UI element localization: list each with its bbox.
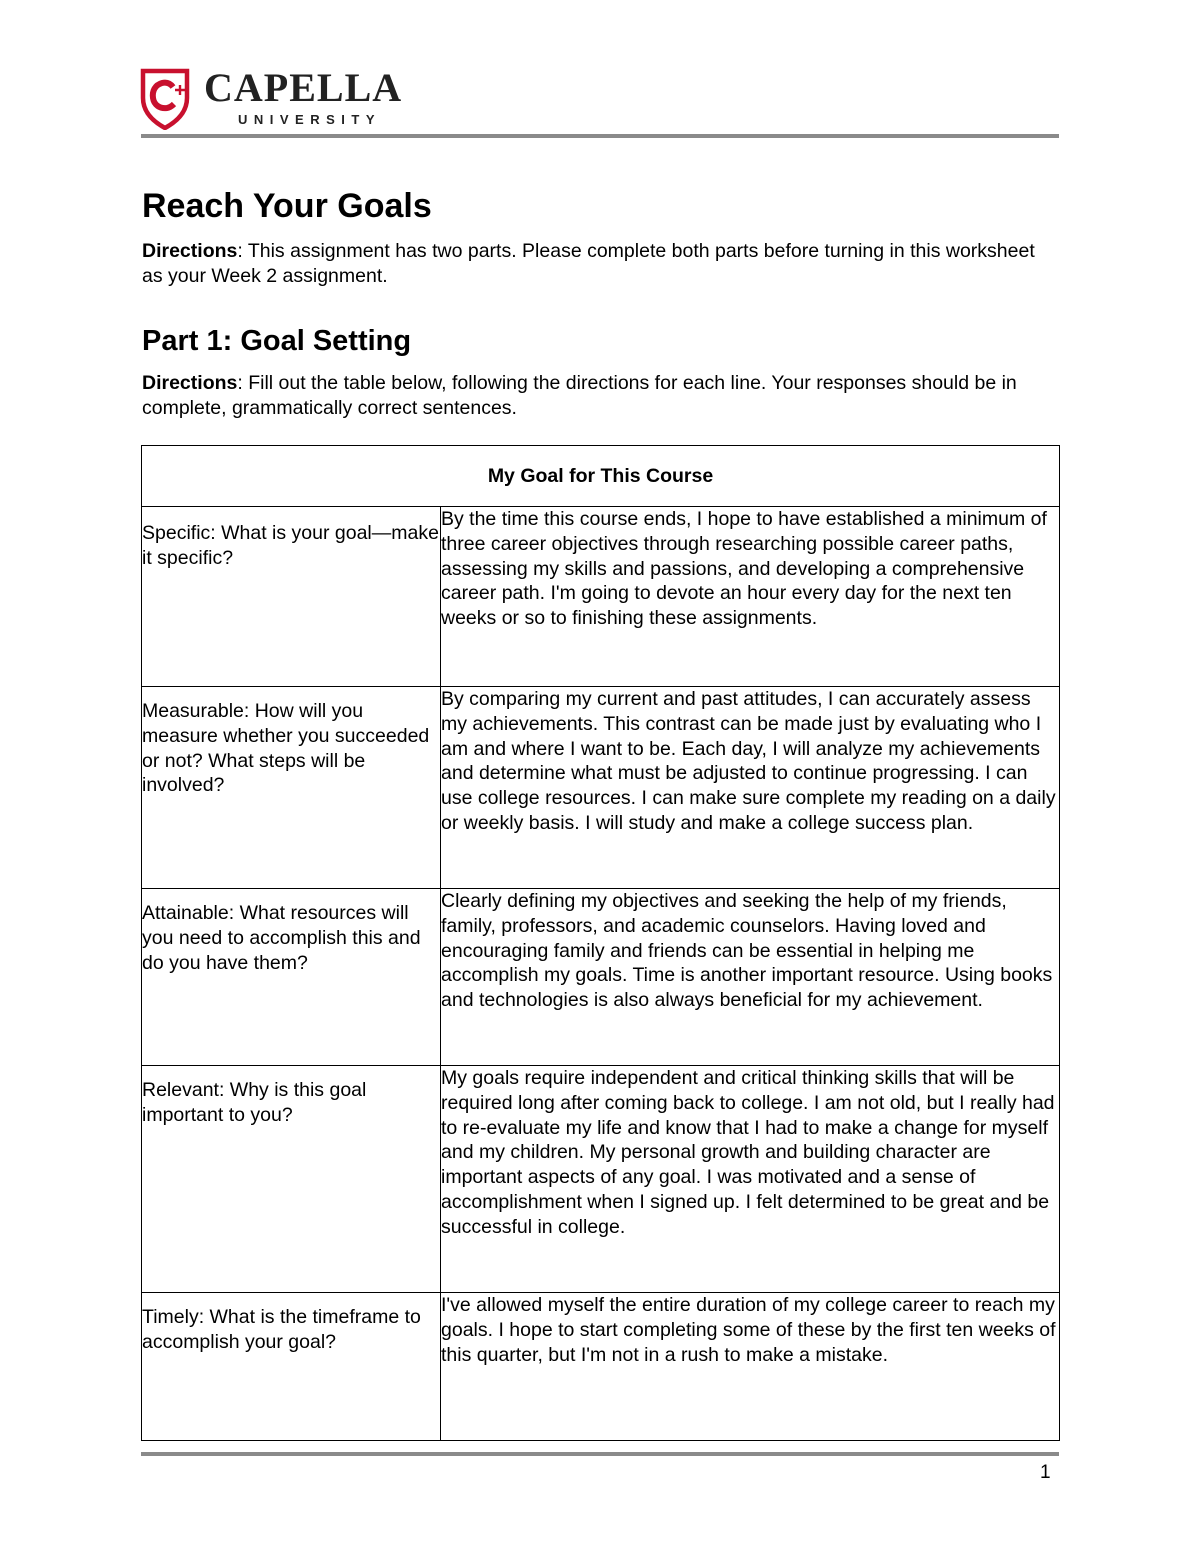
goal-table-header: My Goal for This Course <box>142 446 1060 507</box>
answer-cell[interactable]: By the time this course ends, I hope to have established a minimum of three career objectives through researching possible career paths, assessing my skills and passions, and developing a comprehensive career path. I'm going to devote an hour every day for the next ten weeks or so to finishing these assignments. <box>441 507 1060 687</box>
logo-subtitle: UNIVERSITY <box>238 112 382 127</box>
answer-cell[interactable]: I've allowed myself the entire duration of my college career to reach my goals. I hope to start completing some of these by the first ten weeks of this quarter, but I'm not in a rush to make a mistake. <box>441 1293 1060 1441</box>
table-row <box>142 507 1060 687</box>
question-cell: Attainable: What resources will you need to accomplish this and do you have them? <box>142 889 441 1066</box>
answer-cell[interactable]: My goals require independent and critical thinking skills that will be required long after coming back to college. I am not old, but I really had to re-evaluate my life and know that I had to make a change for myself and my children. My personal growth and building character are important aspects of any goal. I was motivated and a sense of accomplishment when I signed up. I felt determined to be great and be successful in college. <box>441 1066 1060 1293</box>
answer-cell[interactable]: By comparing my current and past attitudes, I can accurately assess my achievements. This contrast can be made just by evaluating who I am and where I want to be. Each day, I will analyze my achievements and determine what must be adjusted to continue progressing. I can use college resources. I can make sure complete my reading on a daily or weekly basis. I will study and make a college success plan. <box>441 687 1060 889</box>
directions-label: Directions <box>142 240 238 262</box>
intro-directions <box>142 239 1052 289</box>
question-cell: Timely: What is the timeframe to accomplish your goal? <box>142 1293 441 1441</box>
question-cell: Relevant: Why is this goal important to you? <box>142 1066 441 1293</box>
goal-table <box>141 445 1060 1441</box>
part1-heading: Part 1: Goal Setting <box>142 325 412 357</box>
capella-shield-icon <box>140 68 190 130</box>
part1-directions <box>142 371 1052 421</box>
directions-text: : Fill out the table below, following the directions for each line. Your responses should be in complete, grammatically correct sentences. <box>142 372 1017 419</box>
question-cell: Measurable: How will you measure whether you succeeded or not? What steps will be involved? <box>142 687 441 889</box>
table-row <box>142 889 1060 1066</box>
directions-label: Directions <box>142 372 238 394</box>
page-title: Reach Your Goals <box>142 187 432 225</box>
header-divider <box>141 134 1059 138</box>
table-row <box>142 1293 1060 1441</box>
capella-logo <box>140 65 440 130</box>
question-cell: Specific: What is your goal—make it specific? <box>142 507 441 687</box>
footer-divider <box>141 1452 1059 1456</box>
table-row <box>142 1066 1060 1293</box>
page-number: 1 <box>1040 1462 1051 1483</box>
answer-cell[interactable]: Clearly defining my objectives and seeking the help of my friends, family, professors, and academic counselors. Having loved and encouraging family and friends can be essential in helping me accomplish my goals. Time is another important resource. Using books and technologies is also always beneficial for my achievement. <box>441 889 1060 1066</box>
directions-text: : This assignment has two parts. Please complete both parts before turning in this worksheet as your Week 2 assignment. <box>142 240 1035 287</box>
logo-wordmark: CAPELLA <box>204 65 403 110</box>
table-row <box>142 687 1060 889</box>
